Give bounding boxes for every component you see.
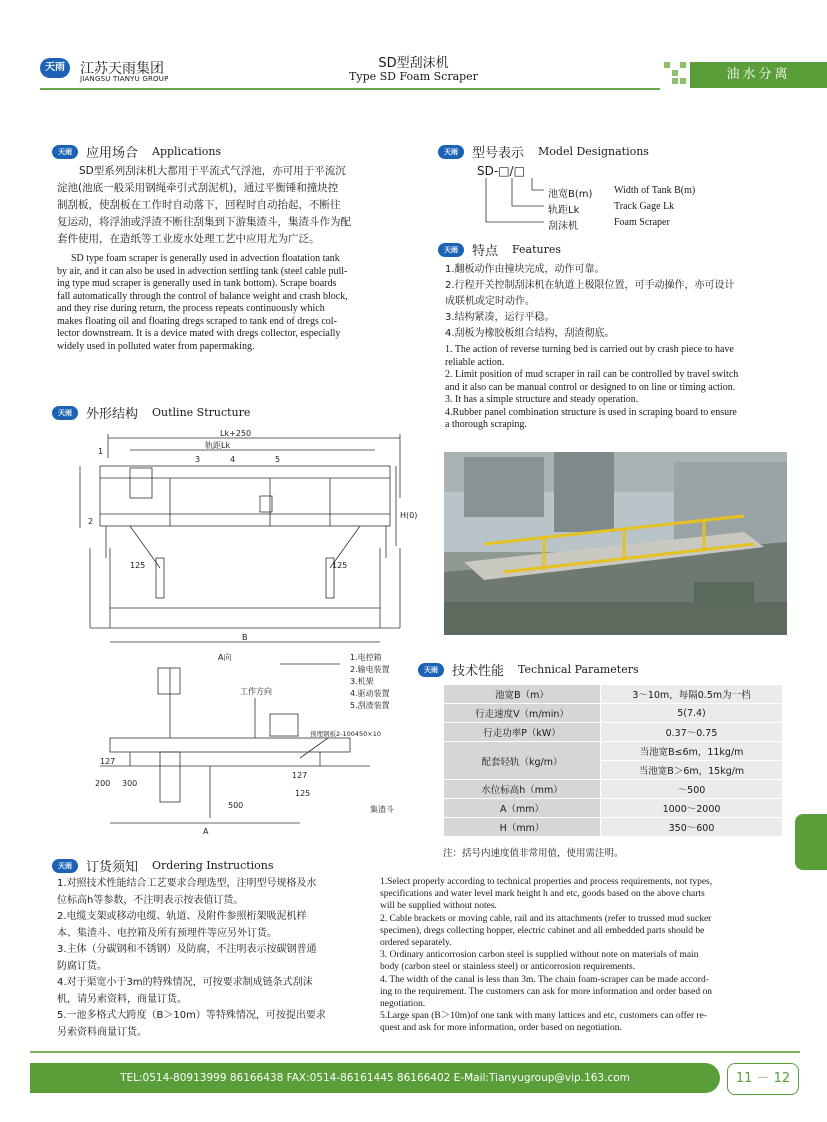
model-row-track-en: Track Gage Lk [614, 201, 675, 212]
table-note: 注：括号内速度值非常用值，使用需注明。 [443, 848, 624, 859]
callout-2: 2 [88, 517, 94, 526]
section-model [438, 142, 649, 161]
logo-badge-icon: 天雨 [438, 243, 464, 257]
applications-text-en: SD type foam scraper is generally used in advection floatation tank by air, and it can also be used in advection settling tank (steel cable pull- ing type mud scraper is generally used in tank bottom). Scrape boards fall automatically through the control of balance weight and crash block, and they rise during return, the process repeats continuously which makes floating oil and floating dregs scraped to tank end of dregs col- lector downstream. It is a device mated with dregs collector, especially widely used in polluted water from papermaking. [57, 253, 348, 352]
decor-square [680, 62, 686, 68]
model-row-scraper-en: Foam Scraper [614, 217, 670, 228]
model-bracket-lines [480, 178, 550, 228]
dim-200: 200 [95, 779, 111, 788]
section-outline [52, 403, 250, 422]
legend-5: 5.刮渣装置 [350, 701, 390, 710]
legend-2: 2.输电装置 [350, 665, 390, 674]
table-row: 池宽B（m） 3～10m，每隔0.5m为一档 [444, 685, 783, 704]
footer-divider [30, 1051, 800, 1053]
table-row: 行走速度V（m/min） 5(7.4) [444, 704, 783, 723]
decor-square [672, 78, 678, 84]
callout-4: 4 [230, 455, 236, 464]
decor-square [680, 78, 686, 84]
section-title-en: Model Designations [538, 145, 649, 158]
section-applications [52, 142, 221, 161]
model-code: SD-□/□ [477, 164, 525, 178]
logo-badge-icon: 天雨 [52, 406, 78, 420]
company-name-cn: 江苏天雨集团 [80, 61, 164, 77]
model-row-width-en: Width of Tank B(m) [614, 185, 696, 196]
side-tab [795, 814, 827, 870]
product-photo [444, 452, 787, 635]
section-title-en: Applications [152, 145, 222, 158]
table-row: 水位标高h（mm） ～500 [444, 780, 783, 799]
table-row: 配套轻轨（kg/m） 当池宽B≤6m，11kg/m [444, 742, 783, 761]
header-divider [40, 88, 660, 90]
dim-125-right: 125 [332, 561, 348, 570]
model-row-track-cn: 轨距Lk [548, 205, 580, 216]
footer-contact: TEL:0514-80913999 86166438 FAX:0514-86161445 86166402 E-Mail:Tianyugroup@vip.163.com [30, 1063, 720, 1093]
section-title-en: Features [512, 243, 562, 256]
dim-300: 300 [122, 779, 138, 788]
decor-square [664, 62, 670, 68]
hopper-label: 集渣斗 [370, 805, 394, 814]
applications-text-cn: SD型系列刮沫机大都用于平流式气浮池，亦可用于平流沉 淀池(池底一般采用钢绳牵引式刮泥机)，通过平衡锤和撞块控 制刮板，使刮板在工作时自动落下，回程时自动抬起，不断往 复运动，将浮油或浮渣不断往刮集到下游集渣斗，集渣斗作为配 套件使用，在造纸等工业废水处理工艺中应用尤为广泛。 [57, 165, 351, 245]
section-title-cn: 特点 [472, 244, 499, 259]
section-title-cn: 型号表示 [472, 146, 525, 161]
dim-125-left: 125 [130, 561, 146, 570]
section-title-cn: 外形结构 [86, 407, 139, 422]
dim-b: B [242, 633, 248, 642]
section-features [438, 240, 561, 259]
page-title-cn: SD型刮沫机 [378, 56, 449, 71]
category-tag: 油水分离 [690, 62, 827, 88]
features-text-cn: 1.翻板动作由撞块完成，动作可靠。 2.行程开关控制刮沫机在轨道上极限位置，可手动操作，亦可设计 成联机或定时动作。 3.结构紧凑，运行平稳。 4.刮板为橡胶板组合结构，刮渣彻底。 [445, 264, 735, 339]
callout-1: 1 [98, 447, 104, 456]
page-title-en: Type SD Foam Scraper [349, 70, 478, 83]
section-title-cn: 技术性能 [452, 664, 505, 679]
view-a-label: A向 [218, 653, 232, 662]
callout-5: 5 [275, 455, 281, 464]
company-logo: 天雨 [40, 58, 70, 78]
section-title-en: Outline Structure [152, 406, 251, 419]
section-title-cn: 应用场合 [86, 146, 139, 161]
dim-total: Lk+250 [220, 429, 252, 438]
legend-3: 3.机架 [350, 677, 374, 686]
callout-3: 3 [195, 455, 201, 464]
section-technical [418, 660, 639, 679]
model-row-width-cn: 池宽B(m) [548, 189, 593, 200]
dim-a: A [203, 827, 209, 836]
logo-badge-icon: 天雨 [52, 145, 78, 159]
outline-drawing [70, 428, 418, 848]
table-row: 当池宽B＞6m，15kg/m [444, 761, 783, 780]
dim-125-lower: 125 [295, 789, 311, 798]
ordering-text-en: 1.Select properly according to technical properties and process requirements, not types, specifications and water level mark height h and etc, goods based on the above charts will be supplied without notes. 2. Cable brackets or moving cable, rail and its attachments (refer to trussed mud sucker specimen), dregs collecting hopper, electric cabinet and all embedded parts should be ordered separately. 3. Ordinary anticorrosion carbon steel is supplied without note on materials of main body (carbon steel or stainless steel) or anticorrosion requirements. 4. The width of the canal is less than 3m. The chain foam-scraper can be made accord- ing to the requirement. The customers can ask for more information and order based on negotiation. 5.Large span (B＞10m)of one tank with many lattices and etc, customers can offer re- quest and ask for more information, order based on negotiation. [380, 877, 713, 1034]
section-title-en: Technical Parameters [518, 663, 639, 676]
logo-badge-icon: 天雨 [438, 145, 464, 159]
ordering-text-cn: 1.对照技术性能结合工艺要求合理选型，注明型号规格及水 位标高h等参数，不注明表示按表值订货。 2.电缆支架或移动电缆、轨道、及附件参照桁架吸泥机样 本、集渣斗、电控箱及所有预埋件等应另外订货。 3.主体（分碳钢和不锈钢）及防腐，不注明表示按碳钢普通 防腐订货。 4.对于渠宽小于3m的特殊情况，可按要求制成链条式刮沫 机，请另索资料，商量订货。 5.一池多格式大跨度（B＞10m）等特殊情况，可按提出要求 另索资料商量订货。 [57, 878, 326, 1038]
model-row-scraper-cn: 刮沫机 [548, 221, 578, 232]
logo-badge-icon: 天雨 [52, 859, 78, 873]
legend-4: 4.驱动装置 [350, 689, 390, 698]
logo-badge-icon: 天雨 [418, 663, 444, 677]
table-row: A（mm） 1000～2000 [444, 799, 783, 818]
decor-square [672, 70, 678, 76]
features-text-en: 1. The action of reverse turning bed is carried out by crash piece to have reliable action. 2. Limit position of mud scraper in rail can be controlled by travel switch and it also can be manual control or designed to on line or timing action. 3. It has a simple structure and steady operation. 4.Rubber panel combination structure is used in scraping board to ensure a thorough scraping. [445, 344, 739, 430]
plate-label: 预埋钢板2-100450×10 [310, 730, 382, 738]
dim-127-right: 127 [292, 771, 308, 780]
table-row: 行走功率P（kW） 0.37～0.75 [444, 723, 783, 742]
section-ordering [52, 856, 274, 875]
company-name-en: JIANGSU TIANYU GROUP [80, 75, 169, 83]
technical-table [443, 684, 783, 837]
page-number: 11 － 12 [727, 1063, 799, 1095]
dim-track: 轨距Lk [205, 441, 231, 450]
legend-1: 1.电控箱 [350, 653, 382, 662]
dim-h: H(0) [400, 511, 418, 520]
dim-500: 500 [228, 801, 244, 810]
work-direction-label: 工作方向 [240, 687, 272, 696]
table-row: H（mm） 350～600 [444, 818, 783, 837]
section-title-cn: 订货须知 [86, 860, 139, 875]
section-title-en: Ordering Instructions [152, 859, 274, 872]
dim-127-left: 127 [100, 757, 116, 766]
